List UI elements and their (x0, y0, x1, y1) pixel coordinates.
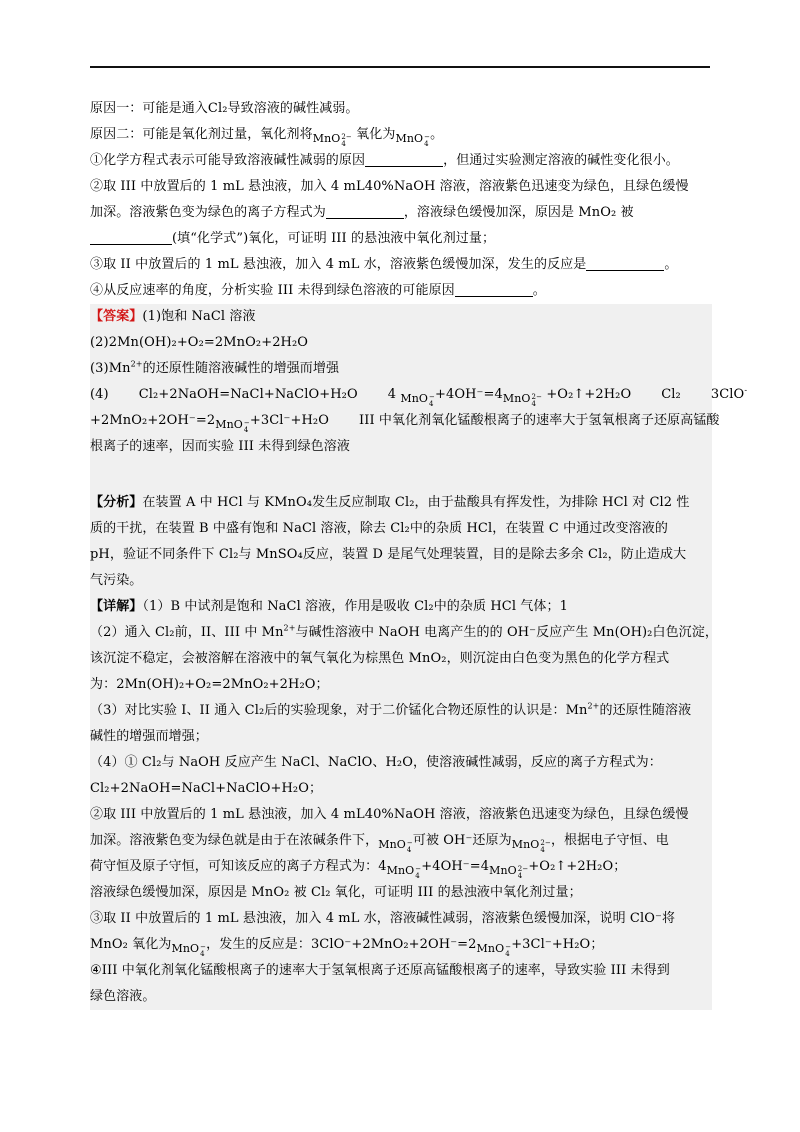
header-rule (90, 66, 710, 68)
analysis-line-4: 气污染。 (90, 573, 143, 588)
analysis-line-1: 【分析】在装置 A 中 HCl 与 KMnO₄发生反应制取 Cl₂，由于盐酸具有挥发性，为排除 HCl 对 Cl2 性 (90, 495, 690, 510)
detail-6-line-1: ③取 II 中放置后的 1 mL 悬浊液，加入 4 mL 水，溶液碱性减弱，溶液紫色缓慢加深，说明 ClO⁻将 (90, 911, 676, 926)
answer-blank (455, 281, 533, 297)
answer-block (90, 304, 748, 1010)
detail-5-line-4: 溶液绿色缓慢加深，原因是 MnO₂ 被 Cl₂ 氧化，可证明 III 的悬浊液中氧化剂过量； (90, 885, 582, 900)
detail-5-line-2: 加深。溶液紫色变为绿色就是由于在浓碱条件下，MnO − 4 可被 OH⁻还原为MnO 2− 4 ，根据电子守恒、电 (90, 833, 669, 854)
answer-blank (586, 255, 664, 271)
detail-3-line-2: 碱性的增强而增强； (90, 729, 208, 744)
answer-blank (365, 151, 443, 167)
answer-tag: 【答案】 (90, 309, 143, 324)
analysis-tag: 【分析】 (90, 495, 143, 510)
detail-2-line-3: 为：2Mn(OH)₂+O₂=2MnO₂+2H₂O； (90, 677, 329, 692)
analysis-line-2: 质的干扰，在装置 B 中盛有饱和 NaCl 溶液，除去 Cl₂中的杂质 HCl，在装置 C 中通过改变溶液的 (90, 521, 668, 536)
answer-4-line-2: +2MnO₂+2OH⁻=2MnO − 4 +3Cl⁻+H₂O III 中氧化剂氧化锰酸根离子的速率大于氢氧根离子还原高锰酸 (90, 413, 720, 434)
detail-3-line-1: （3）对比实验 I、II 通入 Cl₂后的实验现象，对于二价锰化合物还原性的认识是：$Mn^{2+}$的还原性随溶液 (90, 701, 692, 718)
answer-blank (90, 229, 172, 245)
detail-1: 【详解】（1）B 中试剂是饱和 NaCl 溶液，作用是吸收 Cl₂中的杂质 HCl 气体；1 (90, 599, 568, 614)
detail-5-line-3: 荷守恒及原子守恒，可知该反应的离子方程式为：4MnO − 4 +4OH⁻=4MnO 2− 4 +O₂↑+2H₂O； (90, 859, 627, 880)
answer-1: 【答案】(1)饱和 NaCl 溶液 (90, 309, 256, 324)
detail-5-line-1: ②取 III 中放置后的 1 mL 悬浊液，加入 4 mL40%NaOH 溶液，溶液紫色迅速变为绿色，且绿色缓慢 (90, 807, 689, 822)
answer-blank (326, 203, 404, 219)
answer-4-line-1: (4) Cl₂+2NaOH=NaCl+NaClO+H₂O 4 MnO − 4 +4OH⁻=4MnO 2− 4 +O₂↑+2H₂O Cl₂ 3ClO- (90, 385, 748, 408)
question-2-line-2: 加深。溶液紫色变为绿色的离子方程式为 ，溶液绿色缓慢加深，原因是 MnO₂ 被 (90, 205, 634, 220)
question-3: ③取 II 中放置后的 1 mL 悬浊液，加入 4 mL 水，溶液紫色缓慢加深，发生的反应是 。 (90, 257, 678, 272)
detail-4-line-2: Cl₂+2NaOH=NaCl+NaClO+H₂O； (90, 781, 323, 796)
manganate-ion: MnO 2− 4 (312, 132, 352, 148)
permanganate-ion: MnO − 4 (476, 942, 512, 958)
document-content (90, 96, 748, 1010)
permanganate-ion: MnO − 4 (386, 864, 422, 880)
permanganate-ion: MnO − 4 (378, 838, 413, 854)
manganate-ion: MnO 2− 4 (511, 838, 551, 854)
manganate-ion: MnO 2− 4 (489, 864, 529, 880)
answer-4-line-3: 根离子的速率，因而实验 III 未得到绿色溶液 (90, 439, 350, 454)
detail-tag: 【详解】 (90, 599, 143, 614)
answer-2: (2)2Mn(OH)₂+O₂=2MnO₂+2H₂O (90, 335, 309, 350)
detail-4-line-1: （4）① Cl₂与 NaOH 反应产生 NaCl、NaClO、H₂O，使溶液碱性减弱，反应的离子方程式为： (90, 755, 662, 770)
permanganate-ion: MnO − 4 (215, 418, 250, 434)
detail-6-line-2: MnO₂ 氧化为MnO − 4 ，发生的反应是：3ClO⁻+2MnO₂+2OH⁻=2MnO − 4 +3Cl⁻+H₂O； (90, 937, 604, 958)
detail-7-line-1: ④III 中氧化剂氧化锰酸根离子的速率大于氢氧根离子还原高锰酸根离子的速率，导致实验 III 未得到 (90, 963, 670, 978)
reason-1: 原因一：可能是通入Cl₂导致溶液的碱性减弱。 (90, 101, 359, 116)
detail-2-line-2: 该沉淀不稳定，会被溶解在溶液中的氧气氧化为棕黑色 MnO₂，则沉淀由白色变为黑色的化学方程式 (90, 651, 670, 666)
question-2-line-1: ②取 III 中放置后的 1 mL 悬浊液，加入 4 mL40%NaOH 溶液，溶液紫色迅速变为绿色，且绿色缓慢 (90, 179, 689, 194)
detail-7-line-2: 绿色溶液。 (90, 989, 156, 1004)
answer-3: $(3)Mn^{2+}$的还原性随溶液碱性的增强而增强 (90, 359, 340, 376)
reason-2: 原因二：可能是氧化剂过量，氧化剂将MnO 2− 4 氧化为MnO − 4 。 (90, 127, 444, 148)
manganate-ion: MnO 2− 4 (502, 392, 543, 408)
permanganate-ion: MnO − 4 (395, 132, 431, 148)
question-1: ①化学方程式表示可能导致溶液碱性减弱的原因 ，但通过实验测定溶液的碱性变化很小。 (90, 153, 679, 168)
detail-2-line-1: （2）通入 Cl₂前，II、III 中 $Mn^{2+}$与碱性溶液中 NaOH 电离产生的的 OH⁻反应产生 Mn(OH)₂白色沉淀， (90, 623, 718, 640)
permanganate-ion: MnO − 4 (171, 942, 207, 958)
analysis-line-3: pH，验证不同条件下 Cl₂与 MnSO₄反应，装置 D 是尾气处理装置，目的是除去多余 Cl₂，防止造成大 (90, 547, 687, 562)
permanganate-ion: MnO − 4 (400, 392, 435, 408)
question-2-line-3: (填“化学式”)氧化，可证明 III 的悬浊液中氧化剂过量； (90, 226, 712, 252)
question-4: ④从反应速率的角度，分析实验 III 未得到绿色溶液的可能原因 。 (90, 283, 546, 298)
